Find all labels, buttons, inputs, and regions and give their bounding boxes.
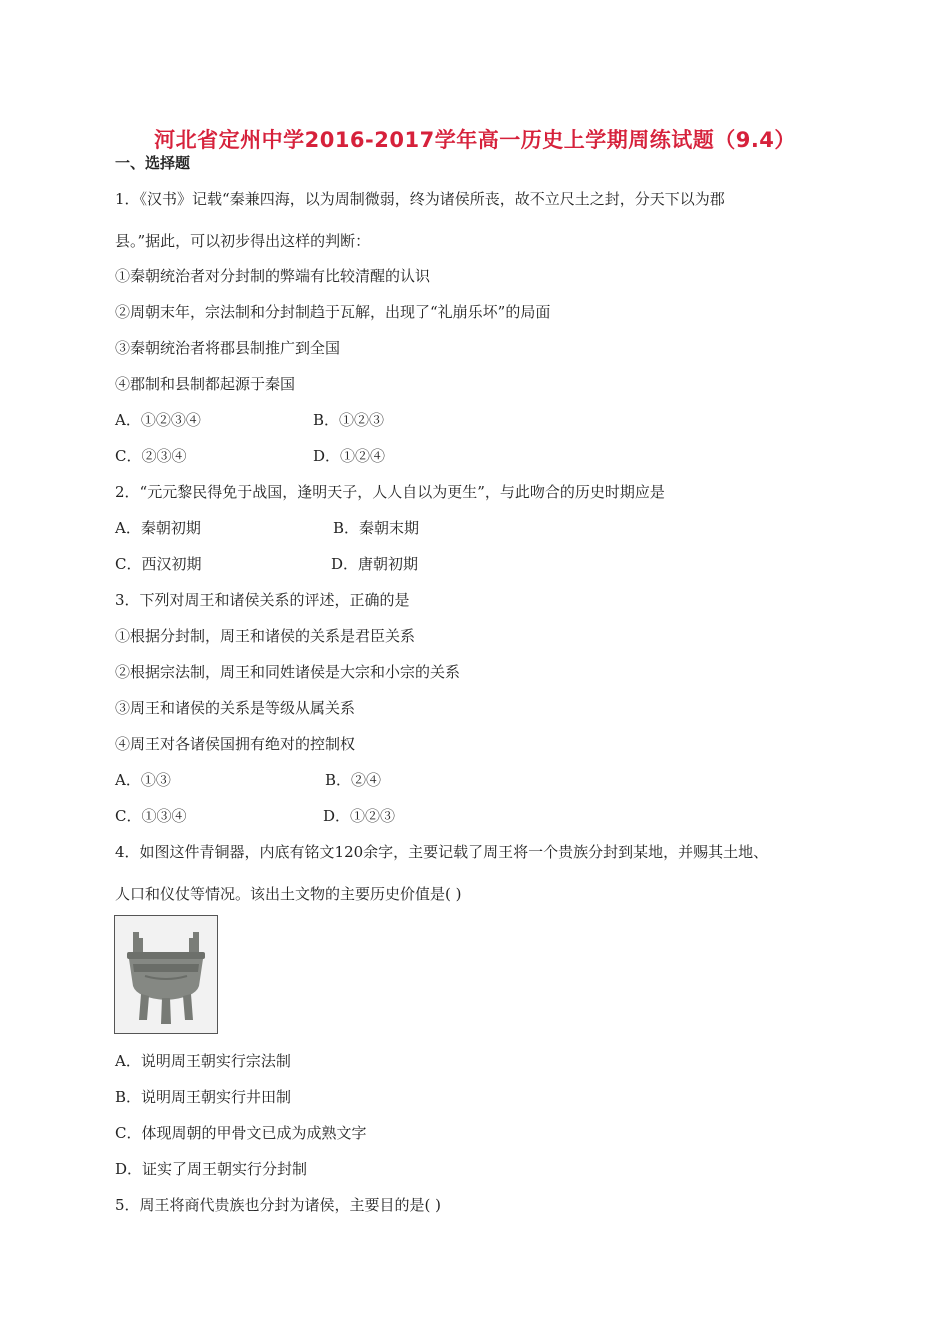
q1-option-d: D．①②④: [313, 447, 386, 465]
q4-option-d: D．证实了周王朝实行分封制: [115, 1160, 308, 1178]
q3-item-4: ④周王对各诸侯国拥有绝对的控制权: [115, 735, 356, 753]
q4-option-c: C．体现周朝的甲骨文已成为成熟文字: [115, 1124, 367, 1142]
q1-option-c: C．②③④: [115, 447, 187, 465]
q2-option-c: C．西汉初期: [115, 555, 202, 573]
q1-stem-line2: 县。”据此，可以初步得出这样的判断：: [115, 232, 371, 250]
q1-option-a: A．①②③④: [115, 411, 201, 429]
q3-option-a: A．①③: [115, 771, 171, 789]
q3-item-1: ①根据分封制，周王和诸侯的关系是君臣关系: [115, 627, 416, 645]
q3-option-c: C．①③④: [115, 807, 187, 825]
q4-option-a: A．说明周王朝实行宗法制: [115, 1052, 291, 1070]
q1-item-4: ④郡制和县制都起源于秦国: [115, 375, 296, 393]
q3-option-b: B．②④: [325, 771, 382, 789]
q3-item-3: ③周王和诸侯的关系是等级从属关系: [115, 699, 356, 717]
q4-option-b: B．说明周王朝实行井田制: [115, 1088, 292, 1106]
q3-stem: 3．下列对周王和诸侯关系的评述，正确的是: [115, 591, 410, 609]
q3-option-d: D．①②③: [323, 807, 396, 825]
q3-item-2: ②根据宗法制，周王和同姓诸侯是大宗和小宗的关系: [115, 663, 461, 681]
section-heading: 一、选择题: [115, 154, 191, 172]
q1-stem-line1: 1．《汉书》记载“秦兼四海，以为周制微弱，终为诸侯所丧，故不立尺土之封，分天下以为郡: [115, 190, 725, 208]
q2-option-b: B．秦朝末期: [333, 519, 420, 537]
document-title: 河北省定州中学2016-2017学年高一历史上学期周练试题（9.4）: [154, 128, 796, 152]
q1-item-3: ③秦朝统治者将郡县制推广到全国: [115, 339, 341, 357]
q2-option-a: A．秦朝初期: [115, 519, 201, 537]
q1-option-b: B．①②③: [313, 411, 385, 429]
bronze-ding-image: [114, 915, 218, 1034]
q5-stem: 5．周王将商代贵族也分封为诸侯，主要目的是( ): [115, 1196, 442, 1214]
q2-stem: 2．“元元黎民得免于战国，逢明天子，人人自以为更生”，与此吻合的历史时期应是: [115, 483, 665, 501]
q4-stem-line2: 人口和仪仗等情况。该出土文物的主要历史价值是( ): [115, 885, 462, 903]
q2-option-d: D．唐朝初期: [331, 555, 419, 573]
q1-item-2: ②周朝末年，宗法制和分封制趋于瓦解，出现了“礼崩乐坏”的局面: [115, 303, 551, 321]
q4-stem-line1: 4．如图这件青铜器，内底有铭文120余字，主要记载了周王将一个贵族分封到某地，并赐其土地、: [115, 843, 769, 861]
q1-item-1: ①秦朝统治者对分封制的弊端有比较清醒的认识: [115, 267, 431, 285]
